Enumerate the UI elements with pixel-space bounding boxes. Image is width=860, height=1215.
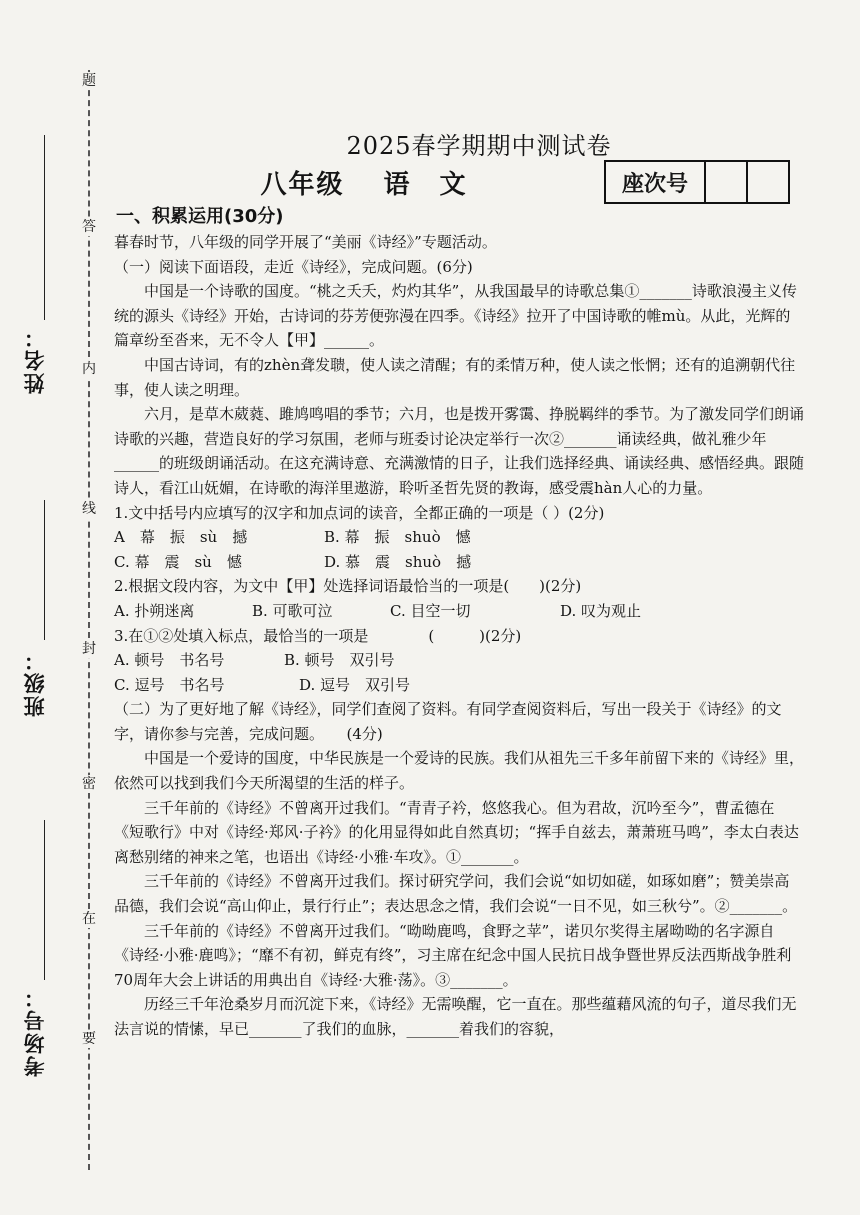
- option[interactable]: A. 扑朔迷离: [114, 601, 195, 620]
- option[interactable]: C. 逗号 书名号: [114, 675, 225, 694]
- question-2: 2.根据文段内容，为文中【甲】处选择词语最恰当的一项是( )(2分): [114, 577, 582, 596]
- option[interactable]: C. 目空一切: [390, 601, 471, 620]
- option[interactable]: A 幕 振 sù 撼: [114, 528, 248, 547]
- binding-margin: [0, 0, 120, 1215]
- passage-paragraph: 六月，是草木葳蕤、雎鸠鸣唱的季节；六月，也是拨开雾霭、挣脱羁绊的季节。为了激发同学们朗诵诗歌的兴趣，营造良好的学习氛围，老师与班委讨论决定举行一次②_______诵读经典，做礼雅少年______的班级朗诵活动。在这充满诗意、充满激情的日子，让我们选择经典、诵读经典、感悟经典。跟随诗人，看江山妩媚，在诗歌的海洋里遨游，聆听圣哲先贤的教诲，感受震hàn人心的力量。: [114, 405, 805, 497]
- seat-label: 座次号: [606, 162, 706, 202]
- question-1-options: [114, 525, 804, 550]
- passage-paragraph: 三千年前的《诗经》不曾离开过我们。“呦呦鹿鸣，食野之苹”，诺贝尔奖得主屠呦呦的名字源自《诗经·小雅·鹿鸣》；“靡不有初，鲜克有终”，习主席在纪念中国人民抗日战争暨世界反法西斯战争胜利70周年大会上讲话的用典出自《诗经·大雅·荡》。③_______。: [114, 921, 792, 989]
- option[interactable]: D. 叹为观止: [560, 601, 642, 620]
- passage-paragraph: 中国古诗词，有的zhèn聋发聩，使人读之清醒；有的柔情万种，使人读之怅惘；还有的追溯朝代往事，使人读之明理。: [114, 355, 796, 399]
- question-1: 1.文中括号内应填写的汉字和加点词的读音，全都正确的一项是（ ）(2分): [114, 503, 605, 522]
- class-blank[interactable]: [44, 500, 45, 640]
- exam-title: 2025春学期期中测试卷: [346, 132, 612, 160]
- option[interactable]: C. 幕 震 sù 憾: [114, 552, 242, 571]
- seal-char: 题: [82, 73, 96, 89]
- room-label: 考场号：: [23, 985, 47, 1077]
- passage-paragraph: 三千年前的《诗经》不曾离开过我们。“青青子衿，悠悠我心。但为君故，沉吟至今”，曹孟德在《短歌行》中对《诗经·郑风·子衿》的化用显得如此自然真切；“挥手自兹去，萧萧班马鸣”，李太白表达离愁别绪的神来之笔，也语出《诗经·小雅·车攻》。①_______。: [114, 798, 799, 866]
- room-blank[interactable]: [44, 820, 45, 980]
- seal-char: 在: [82, 911, 96, 927]
- question-3-options: [114, 673, 804, 698]
- question-2-options: [114, 599, 804, 624]
- subsection-title: （二）为了更好地了解《诗经》，同学们查阅了资料。有同学查阅资料后，写出一段关于《诗经》的文字，请你参与完善，完成问题。 (4分): [114, 700, 782, 743]
- question-1-options: [114, 550, 804, 575]
- passage-paragraph: 历经三千年沧桑岁月而沉淀下来，《诗经》无需唤醒，它一直在。那些蕴藉风流的句子，道尽我们无法言说的情愫，早已_______了我们的血脉，_______着我们的容貌，: [114, 995, 797, 1038]
- seat-cell[interactable]: [706, 162, 748, 202]
- passage-paragraph: 中国是一个诗歌的国度。“桃之夭夭，灼灼其华”，从我国最早的诗歌总集①_______诗歌浪漫主义传统的源头《诗经》开始，古诗词的芬芳便弥漫在四季。《诗经》拉开了中国诗歌的帷mù。从此，光辉的篇章纷至沓来，无不令人【甲】______。: [114, 282, 797, 350]
- seal-char: 内: [82, 361, 96, 377]
- seal-char: 要: [82, 1031, 96, 1047]
- option[interactable]: D. 慕 震 shuò 撼: [324, 552, 472, 571]
- seal-char: 答: [82, 219, 96, 235]
- class-label: 班级：: [23, 648, 47, 717]
- option[interactable]: D. 逗号 双引号: [299, 675, 411, 694]
- option[interactable]: B. 顿号 双引号: [284, 651, 395, 670]
- option[interactable]: A. 顿号 书名号: [114, 651, 225, 670]
- option[interactable]: B. 幕 振 shuò 憾: [324, 528, 471, 547]
- seal-char: 线: [82, 501, 96, 517]
- question-content: [114, 204, 804, 1042]
- seat-cell[interactable]: [748, 162, 788, 202]
- name-blank[interactable]: [44, 135, 45, 320]
- question-3: 3.在①②处填入标点，最恰当的一项是 ( )(2分): [114, 626, 522, 645]
- subsection-title: （一）阅读下面语段，走近《诗经》，完成问题。(6分): [114, 257, 473, 276]
- seat-number-box: [604, 160, 790, 204]
- passage-paragraph: 中国是一个爱诗的国度，中华民族是一个爱诗的民族。我们从祖先三千多年前留下来的《诗经》里，依然可以找到我们今天所渴望的生活的样子。: [114, 749, 805, 793]
- seal-char: 封: [82, 641, 96, 657]
- grade-subject: 八年级 语 文: [260, 170, 468, 200]
- passage-paragraph: 三千年前的《诗经》不曾离开过我们。探讨研究学问，我们会说“如切如磋，如琢如磨”；赞美崇高品德，我们会说“高山仰止，景行行止”；表达思念之情，我们会说“一日不见，如三秋兮”。②_______。: [114, 872, 798, 916]
- question-3-options: [114, 648, 804, 673]
- section-heading: 一、积累运用(30分): [116, 206, 284, 227]
- intro-text: 暮春时节，八年级的同学开展了“美丽《诗经》”专题活动。: [114, 233, 497, 251]
- name-label: 姓名：: [23, 325, 47, 394]
- seal-char: 密: [82, 776, 96, 792]
- option[interactable]: B. 可歌可泣: [252, 601, 333, 620]
